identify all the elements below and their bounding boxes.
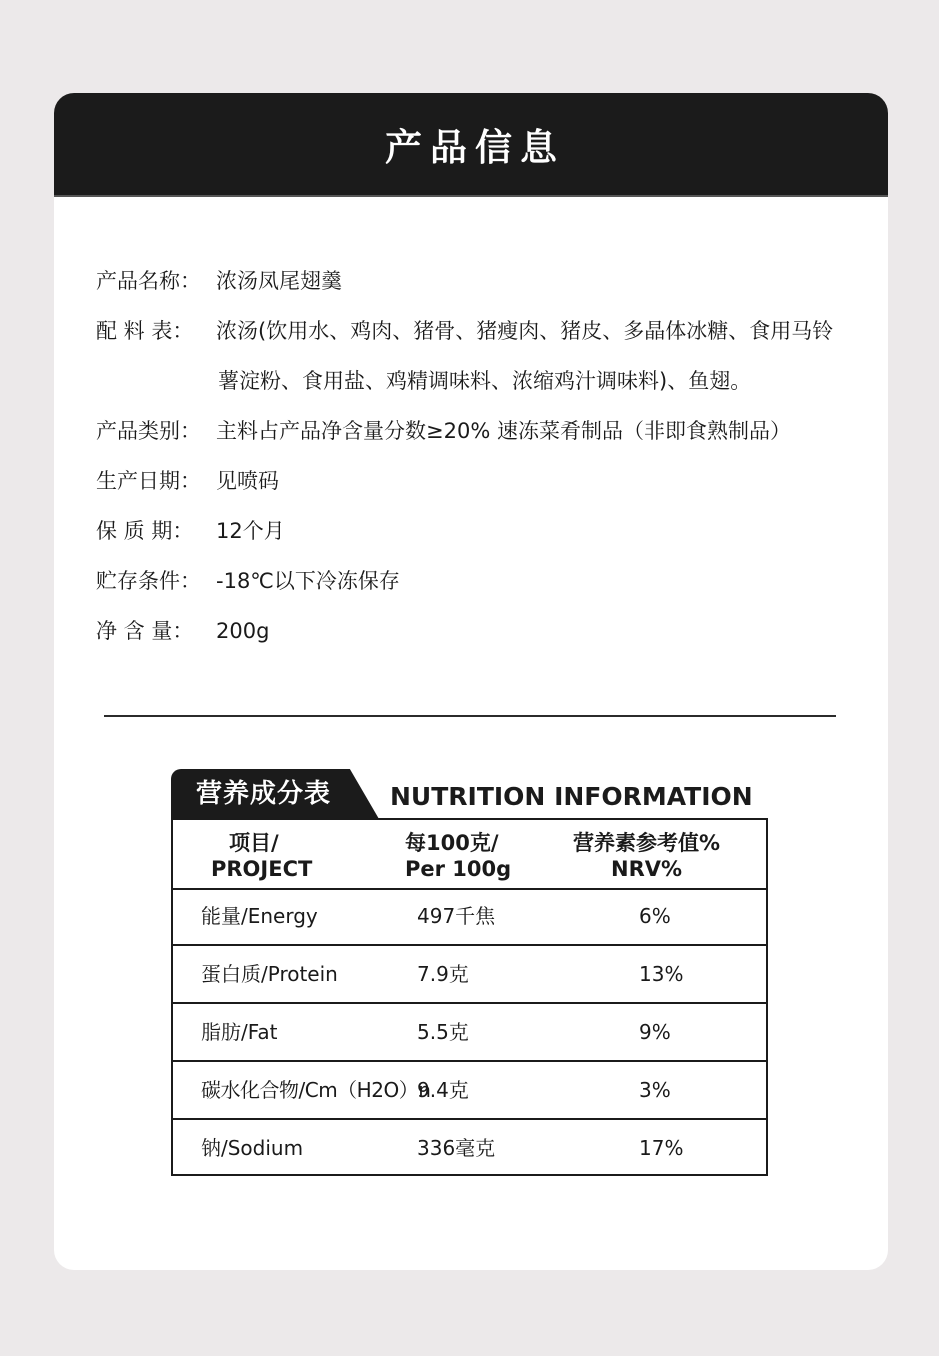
product-info-card (54, 93, 888, 1270)
nutrition-table-header (173, 820, 766, 890)
info-row-net-content (96, 606, 269, 656)
product-info-title: 产品信息 (385, 126, 565, 169)
table-row (173, 946, 766, 1004)
header-nrv-en: NRV% (611, 857, 683, 881)
row-item: 能量/Energy (201, 904, 318, 928)
info-label: 产品类别： (96, 419, 201, 443)
header-per100-cn: 每100克/ (405, 831, 499, 855)
row-item: 碳水化合物/Cm（H2O）n (201, 1078, 431, 1102)
row-nrv: 17% (639, 1136, 684, 1160)
info-value: 主料占产品净含量分数≥20% 速冻菜肴制品（非即食熟制品） (216, 419, 791, 443)
info-label: 保 质 期： (96, 519, 194, 543)
nutrition-title-cn: 营养成分表 (196, 779, 332, 809)
info-label: 贮存条件： (96, 569, 201, 593)
info-value: 12个月 (216, 519, 285, 543)
table-row (173, 1120, 766, 1178)
row-per100: 9.4克 (417, 1078, 469, 1102)
header-per100-en: Per 100g (405, 857, 512, 881)
row-nrv: 9% (639, 1020, 671, 1044)
info-row-shelf-life (96, 506, 285, 556)
info-value: 见喷码 (216, 469, 279, 493)
section-divider (104, 715, 836, 717)
row-per100: 7.9克 (417, 962, 469, 986)
row-per100: 5.5克 (417, 1020, 469, 1044)
row-item: 脂肪/Fat (201, 1020, 278, 1044)
row-nrv: 13% (639, 962, 684, 986)
table-row (173, 1062, 766, 1120)
info-label: 配 料 表： (96, 319, 194, 343)
info-row-production-date (96, 456, 279, 506)
row-per100: 336毫克 (417, 1136, 496, 1160)
header-project-en: PROJECT (211, 857, 313, 881)
info-value: 浓汤(饮用水、鸡肉、猪骨、猪瘦肉、猪皮、多晶体冰糖、食用马铃 (216, 319, 834, 343)
table-row (173, 888, 766, 946)
header-nrv-cn: 营养素参考值% (573, 831, 721, 855)
info-value: -18℃以下冷冻保存 (216, 569, 400, 593)
nutrition-title-en: NUTRITION INFORMATION (390, 782, 753, 811)
product-info-header (54, 93, 888, 197)
info-row-storage (96, 556, 400, 606)
header-nrv (573, 830, 720, 882)
info-row-ingredients (96, 306, 833, 356)
nutrition-table (171, 818, 768, 1176)
header-project (211, 830, 313, 882)
info-ingredients-continuation: 薯淀粉、食用盐、鸡精调味料、浓缩鸡汁调味料)、鱼翅。 (218, 369, 752, 393)
table-row (173, 1004, 766, 1062)
row-per100: 497千焦 (417, 904, 496, 928)
info-label: 产品名称： (96, 269, 201, 293)
info-label: 净 含 量： (96, 619, 194, 643)
row-item: 钠/Sodium (201, 1136, 304, 1160)
info-row-name (96, 256, 342, 306)
info-value: 200g (216, 619, 270, 643)
info-row-category (96, 406, 791, 456)
header-project-cn: 项目/ (229, 831, 279, 855)
row-item: 蛋白质/Protein (201, 962, 338, 986)
row-nrv: 3% (639, 1078, 671, 1102)
header-per100 (405, 830, 511, 882)
row-nrv: 6% (639, 904, 671, 928)
info-label: 生产日期： (96, 469, 201, 493)
info-value: 浓汤凤尾翅羹 (216, 269, 342, 293)
